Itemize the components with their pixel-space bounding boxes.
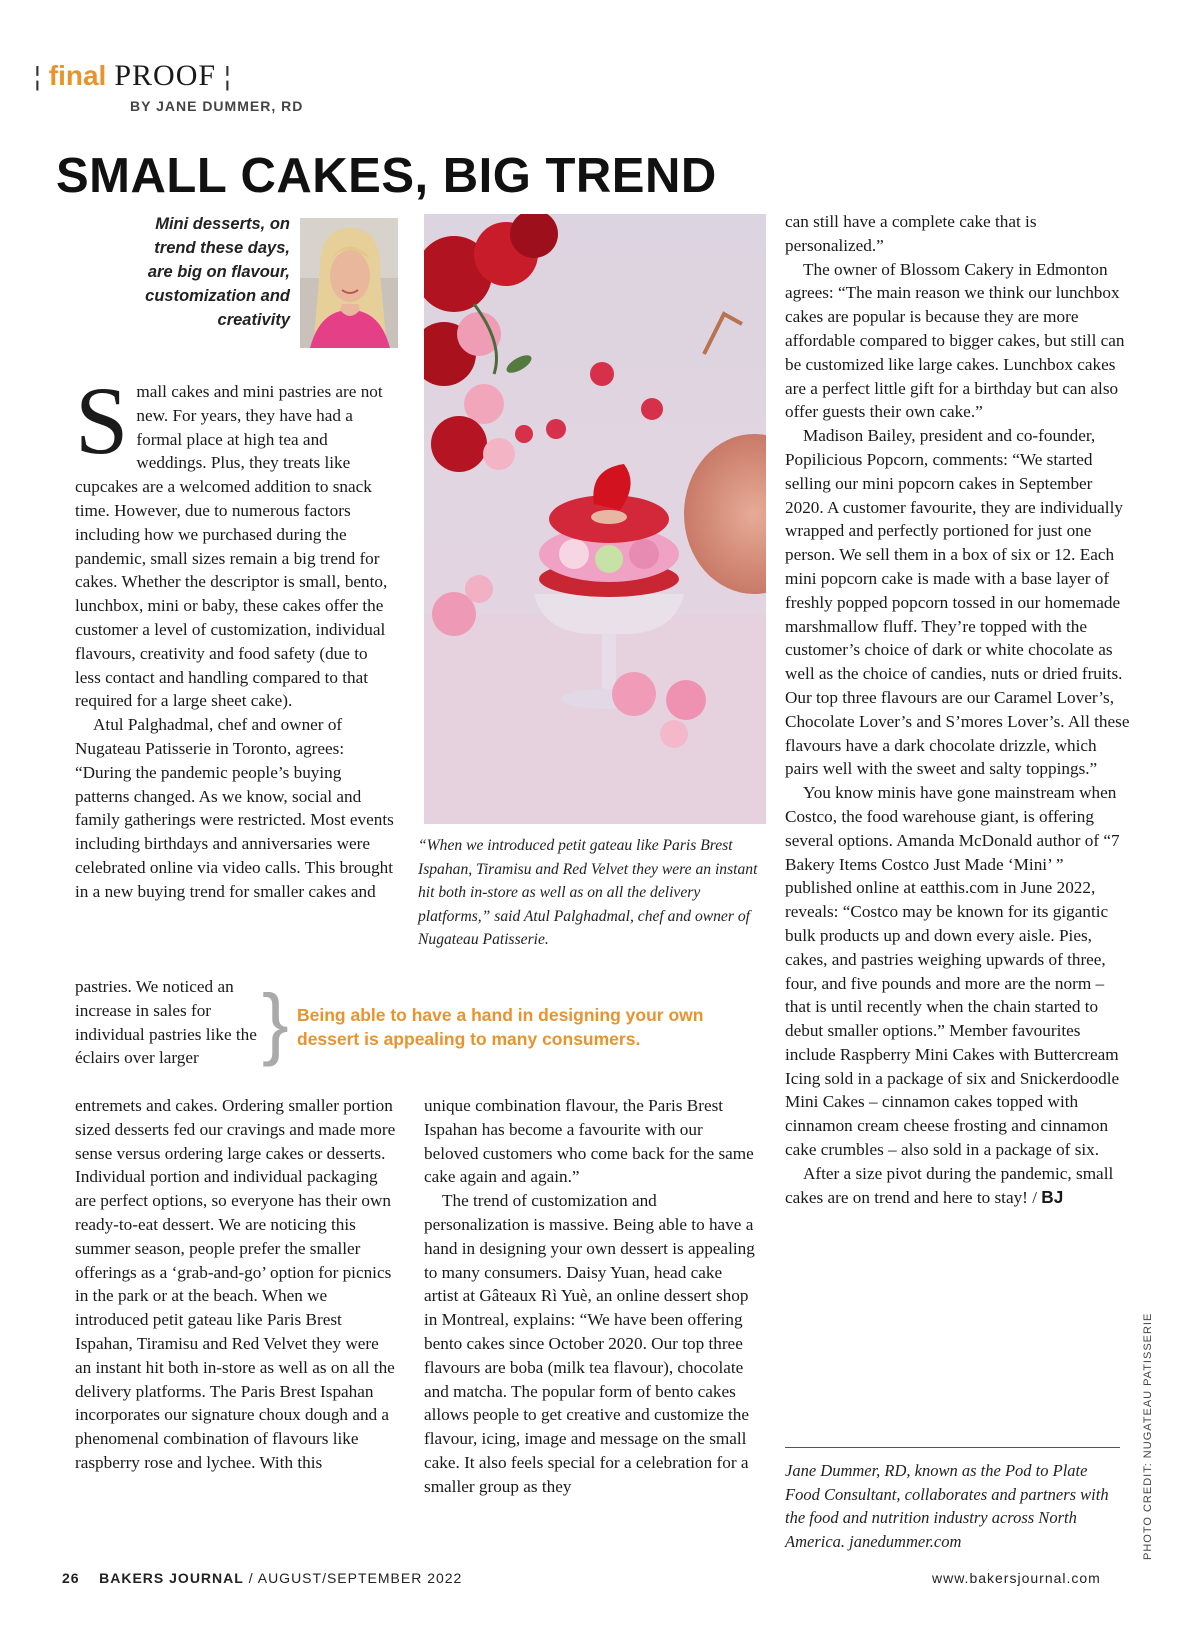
publication-name: BAKERS JOURNAL	[99, 1570, 244, 1586]
paragraph: unique combination flavour, the Paris Brest Ispahan has become a favourite with our beloved customers who come back for the same cake again and again.”	[424, 1096, 754, 1187]
article-column-1	[75, 367, 397, 904]
section-label-final: final	[48, 60, 107, 91]
photo-credit: PHOTO CREDIT: NUGATEAU PATISSERIE	[1142, 1312, 1154, 1560]
brace-icon: }	[262, 978, 289, 1067]
article-column-1-narrow	[75, 975, 273, 1070]
paragraph: The owner of Blossom Cakery in Edmonton agrees: “The main reason we think our lunchbox cakes are popular is because they are more affordable compared to bigger cakes, but still can be customized like large cakes. Lunchbox cakes are a perfect little gift for a birthday but can also offer guests their own cake.”	[785, 259, 1125, 422]
paragraph: Madison Bailey, president and co-founder, Popilicious Popcorn, comments: “We started selling our mini popcorn cakes in September 2020. A customer favourite, they are individually wrapped and perfectly portioned for just one person. We sell them in a box of six or 12. Each mini popcorn cake is made with a base layer of freshly popped popcorn tossed in our homemade marshmallow fluff. They’re topped with the customer’s choice of dark or white chocolate as well as the choice of candies, nuts or dried fruits. Our top three flavours are our Caramel Lover’s, Chocolate Lover’s and S’mores Lover’s. All these flavours have a dark chocolate drizzle, which pairs well with the sweet and salty toppings.”	[785, 426, 1130, 779]
subhead: Mini desserts, on trend these days, are big on flavour, customization and creativity	[145, 215, 290, 329]
photo-caption: “When we introduced petit gateau like Paris Brest Ispahan, Tiramisu and Red Velvet they were an instant hit both in-store as well as on all the delivery platforms,” said Atul Palghadmal, chef and owner of Nugateau Patisserie.	[418, 837, 758, 948]
closing-text: After a size pivot during the pandemic, small cakes are on trend and here to stay! /	[785, 1163, 1114, 1207]
end-mark: BJ	[1041, 1186, 1064, 1207]
author-bio: Jane Dummer, RD, known as the Pod to Plate Food Consultant, collaborates and partners with the food and nutrition industry across North America. janedummer.com	[785, 1461, 1109, 1551]
issue-date: / AUGUST/SEPTEMBER 2022	[248, 1570, 463, 1586]
headline: SMALL CAKES, BIG TREND	[56, 149, 717, 203]
divider-bar: ¦	[34, 60, 41, 91]
paragraph: can still have a complete cake that is personalized.”	[785, 212, 1037, 255]
pull-quote: Being able to have a hand in designing your own dessert is appealing to many consumers.	[297, 1005, 704, 1049]
section-header	[32, 58, 233, 94]
paragraph: The trend of customization and personalization is massive. Being able to have a hand in designing your own dessert is appealing to many consumers. Daisy Yuan, head cake artist at Gâteaux Rì Yuè, an online dessert shop in Montreal, explains: “We have been offering bento cakes since October 2020. Our top three flavours are boba (milk tea flavour), chocolate and matcha. The popular form of bento cakes allows people to get creative and customize the flavour, icing, image and message on the small cake. It also feels special for a celebration for a smaller group as they	[424, 1191, 755, 1496]
closing-paragraph	[785, 1162, 1130, 1210]
drop-cap: S	[75, 367, 129, 474]
feature-photo	[424, 214, 766, 824]
divider-bar: ¦	[224, 60, 231, 91]
byline: BY JANE DUMMER, RD	[130, 98, 304, 114]
paragraph: pastries. We noticed an increase in sales for individual pastries like the éclairs over larger	[75, 977, 257, 1068]
footer-left	[62, 1570, 462, 1586]
paragraph: mall cakes and mini pastries are not new. For years, they have had a formal place at high tea and weddings. Plus, they treats like cupcakes are a welcomed addition to snack time. However, due to numerous factors including how we purchased during the pandemic, small sizes remain a big trend for cakes. Whether the descriptor is small, bento, lunchbox, mini or baby, these cakes offer the customer a level of customization, individual flavours, creativity and food safety (due to less contact and handling compared to that required for a large sheet cake).	[75, 382, 388, 711]
section-label-proof: PROOF	[114, 59, 217, 92]
paragraph: Atul Palghadmal, chef and owner of Nugateau Patisserie in Toronto, agrees: “During the pandemic people’s buying patterns changed. As we know, social and family gatherings were restricted. Most events including birthdays and anniversaries were celebrated online via video calls. This brought in a new buying trend for smaller cakes and	[75, 715, 394, 901]
article-column-2	[424, 1094, 756, 1499]
page-number: 26	[62, 1570, 80, 1586]
author-photo	[300, 218, 398, 348]
paragraph: entremets and cakes. Ordering smaller portion sized desserts fed our cravings and made more sense versus ordering large cakes or desserts. Individual portion and individual packaging are perfect options, so everyone has their own ready-to-eat dessert. We are noticing this summer season, people prefer the smaller offerings as a ‘grab-and-go’ option for picnics in the park or at the beach. When we introduced petit gateau like Paris Brest Ispahan, Tiramisu and Red Velvet they were an instant hit both in-store as well as on all the delivery platforms. The Paris Brest Ispahan incorporates our signature choux dough and a phenomenal combination of flavours like raspberry rose and lychee. With this	[75, 1096, 396, 1472]
paragraph: You know minis have gone mainstream when Costco, the food warehouse giant, is offering several options. Amanda McDonald author of “7 Bakery Items Costco Just Made ‘Mini’ ” published online at eatthis.com in June 2022, reveals: “Costco may be known for its gigantic bulk products up and down every aisle. Pies, cakes, and pastries weighing upwards of three, four, and five pounds and more are the norm – that is until recently when the chain started to debut smaller options.” Member favourites include Raspberry Mini Cakes with Buttercream Icing sold in a package of six and Snickerdoodle Mini Cakes – cinnamon cakes topped with cinnamon cream cheese frosting and cinnamon cake crumbles – also sold in a package of six.	[785, 783, 1120, 1160]
website-link[interactable]: www.bakersjournal.com	[932, 1570, 1101, 1586]
bio-divider	[785, 1447, 1120, 1448]
article-column-1-continued	[75, 1094, 397, 1475]
article-column-3	[785, 210, 1130, 1209]
